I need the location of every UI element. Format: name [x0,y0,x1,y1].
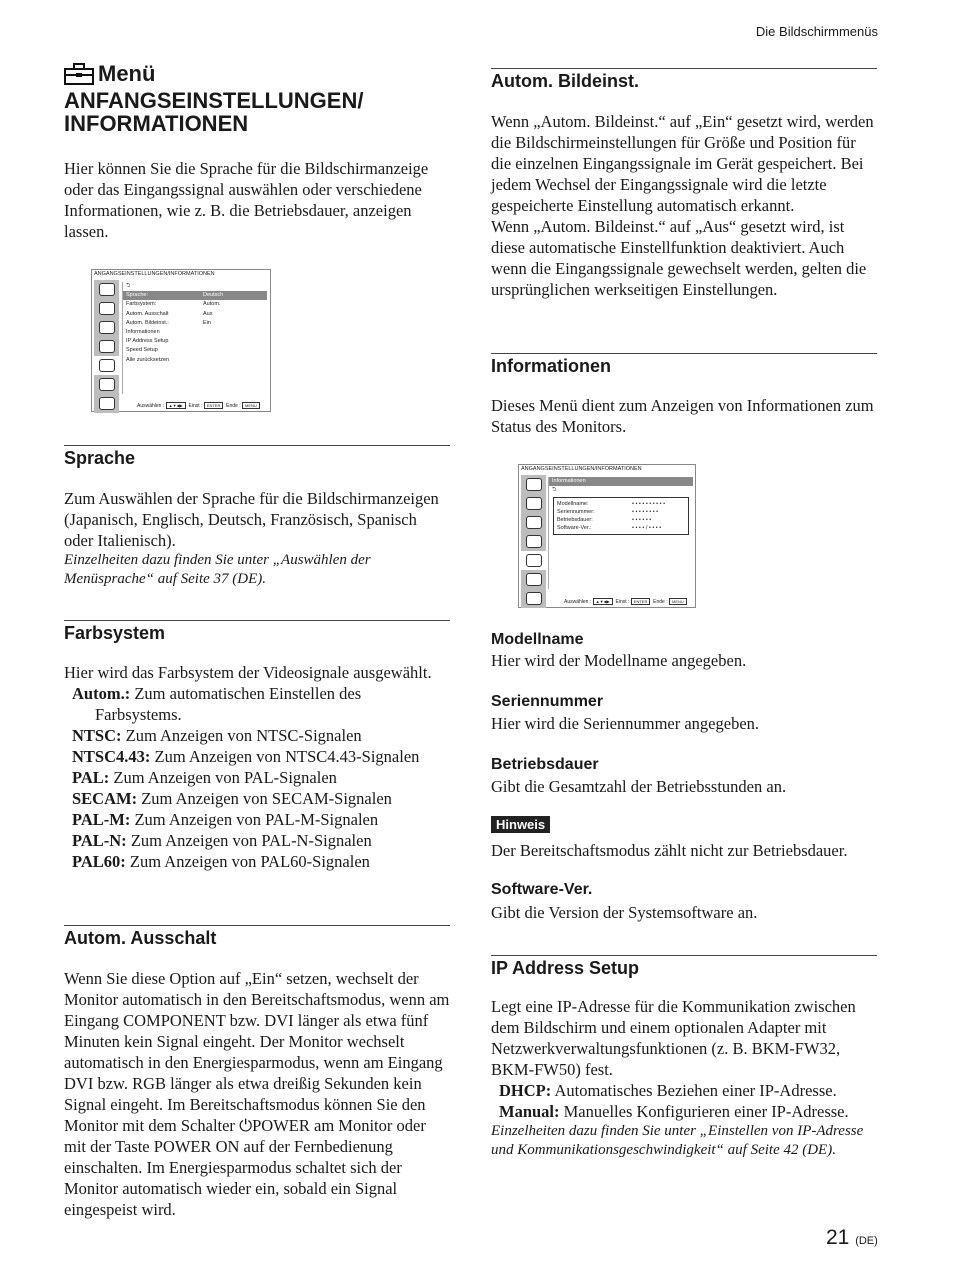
menu-panel [122,282,267,394]
informationen-text: Dieses Menü dient zum Anzeigen von Informationen zum Status des Monitors. [491,396,874,436]
list-item-continuation: Farbsystems. [95,705,182,724]
divider [64,925,450,926]
betriebsdauer-note: Der Bereitschaftsmodus zählt nicht zur Betriebsdauer. [491,841,848,860]
divider [491,68,877,69]
divider [64,445,450,446]
back-icon: ⮌ [126,283,131,289]
list-item: DHCP: Automatisches Beziehen einer IP-Adresse. [499,1081,837,1100]
menu-footer: Auswählen : ▲▼◀▶ Einst : ENTER Ende : MENU [137,402,260,409]
list-item: PAL-M: Zum Anzeigen von PAL-M-Signalen [72,810,379,829]
note-badge-container [491,816,877,834]
ausschalt-text: Wenn Sie diese Option auf „Ein“ setzen, wechselt der Monitor automatisch in den Bereitschaftsmodus, wenn am Eingang COMPONENT bzw. DVI länger als etwa fünf Minuten kein Signal eingeht. Der Monitor wechselt automatisch in den Energiesparmodus, wenn am Eingang DVI bzw. RGB länger als etwa dreißig Sekunden kein Signal eingeht. Im Bereitschaftsmodus können Sie den Monitor mit dem Schalter ⏻POWER am Monitor oder mit der Taste POWER ON auf der Fernbedienung einschalten. Im Energiesparmodus schaltet sich der Monitor automatisch wieder ein, sobald ein Signal eingespeist wird. [64,969,450,1219]
heading-ip: IP Address Setup [491,958,640,978]
menu-screenshot-settings [91,269,271,412]
farbsystem-text: Hier wird das Farbsystem der Videosignale ausgewählt. Autom.: Zum automatischen Einstellen des Farbsystems. NTSC: Zum Anzeigen von NTSC-Signalen NTSC4.43: Zum Anzeigen von NTSC4.43-Signalen PAL: Zum Anzeigen von PAL-Signalen SECAM: Zum Anzeigen von SECAM-Signalen PAL-M: Zum Anzeigen von PAL-M-Signalen PAL-N: Zum Anzeigen von PAL-N-Signalen PAL60: Zum Anzeigen von PAL60-Signalen [64,662,450,872]
menu-title: ANGANGSEINSTELLUNGEN/INFORMATIONEN [521,466,642,472]
menu-icon [521,532,546,551]
divider [491,353,877,354]
menu-row: Alle zurücksetzen [126,356,170,363]
farbsystem-list [72,683,450,872]
menu-icon [94,318,119,337]
list-item: PAL: Zum Anzeigen von PAL-Signalen [72,768,337,787]
menu-icon [94,299,119,318]
menu-icon-selected [94,356,119,375]
info-row: Modellname: • • • • • • • • • • [557,501,666,508]
toolbox-icon [64,63,94,89]
sprache-text: Zum Auswählen der Sprache für die Bildschirmanzeigen (Japanisch, Englisch, Deutsch, Französisch, Spanisch oder Italienisch). Einzelheiten dazu finden Sie unter „Auswählen der Menüsprache“ auf Seite 37 (DE). [64,488,450,589]
heading-seriennummer: Seriennummer [491,693,604,710]
menu-row: IP Address Setup [126,338,169,345]
modellname-text: Hier wird der Modellname angegeben. [491,651,747,670]
list-item: NTSC: Zum Anzeigen von NTSC-Signalen [72,726,362,745]
running-head: Die Bildschirmmenüs [755,24,878,39]
menu-icon [94,394,119,413]
menu-screenshot-informationen [518,464,696,608]
heading-sprache: Sprache [64,448,136,468]
back-icon: ⮌ [552,487,557,494]
heading-informationen: Informationen [491,356,611,376]
menu-panel [548,477,693,589]
heading-software: Software-Ver. [491,881,593,898]
info-row: Software-Ver.: • • • • / • • • • [557,525,662,532]
menu-icon [94,337,119,356]
menu-icon [521,475,546,494]
info-box [553,497,689,535]
list-item: Manual: Manuelles Konfigurieren einer IP-Adresse. [499,1102,849,1121]
list-item: Autom.: Zum automatischen Einstellen des [72,684,362,703]
menu-icon [521,570,546,589]
heading-modellname: Modellname [491,631,584,648]
menu-row: Autom. Bildeinst.: Ein [126,319,211,326]
heading-betriebsdauer: Betriebsdauer [491,756,599,773]
heading-bildeinst: Autom. Bildeinst. [491,71,639,91]
list-item: SECAM: Zum Anzeigen von SECAM-Signalen [72,789,392,808]
menu-icon-selected [521,551,546,570]
menu-title: ANGANGSEINSTELLUNGEN/INFORMATIONEN [94,271,215,277]
seriennummer-text: Hier wird die Seriennummer angegeben. [491,714,760,733]
menu-row: Informationen [126,328,160,335]
heading-ausschalt: Autom. Ausschalt [64,928,217,948]
menu-icon-column [521,475,546,608]
menu-icon [94,280,119,299]
menu-footer: Auswählen : ▲▼◀▶ Einst : ENTER Ende : MENU [564,598,687,605]
divider [64,620,450,621]
page-title [64,62,450,135]
list-item: PAL60: Zum Anzeigen von PAL60-Signalen [72,852,370,871]
ip-note: Einzelheiten dazu finden Sie unter „Einstellen von IP-Adresse und Kommunikationsgeschwindigkeit“ auf Seite 42 (DE). [491,1123,864,1158]
menu-subtitle: Informationen [549,477,693,486]
bildeinst-text: Wenn „Autom. Bildeinst.“ auf „Ein“ gesetzt wird, werden die Bildschirmeinstellungen für Größe und Position für die einzelnen Eingangssignale im Gerät gespeichert. Bei jedem Wechsel der Eingangssignale wird die letzte gespeicherte Einstellung automatisch erkannt. Wenn „Autom. Bildeinst.“ auf „Aus“ gesetzt wird, ist diese automatische Einstellfunktion deaktiviert. Auch wenn die Eingangssignale gewechselt werden, gelten die ursprünglichen werkseitigen Einstellungen. [491,112,874,299]
menu-row: Farbsystem: Autom. [126,301,221,308]
betriebsdauer-text: Gibt die Gesamtzahl der Betriebsstunden an. [491,777,787,796]
software-text: Gibt die Version der Systemsoftware an. [491,903,758,922]
info-row: Seriennummer: • • • • • • • • [557,509,659,516]
list-item: PAL-N: Zum Anzeigen von PAL-N-Signalen [72,831,372,850]
list-item: NTSC4.43: Zum Anzeigen von NTSC4.43-Signalen [72,747,420,766]
title-line-2: ANFANGSEINSTELLUNGEN/ [64,88,364,113]
sprache-note: Einzelheiten dazu finden Sie unter „Auswählen der Menüsprache“ auf Seite 37 (DE). [64,552,371,587]
menu-icon-column [94,280,119,413]
info-row: Betriebsdauer: • • • • • • [557,517,652,524]
menu-icon [521,494,546,513]
divider [491,955,877,956]
menu-row: Sprache: Deutsch [123,291,267,300]
title-line-3: INFORMATIONEN [64,111,249,136]
heading-farbsystem: Farbsystem [64,623,166,643]
menu-icon [521,589,546,608]
ip-list [499,1080,877,1122]
menu-row: Speed Setup [126,347,158,354]
menu-icon [94,375,119,394]
title-line-1: Menü [98,61,156,86]
menu-row: Autom. Ausschalt Aus [126,310,213,317]
ip-text: Legt eine IP-Adresse für die Kommunikation zwischen dem Bildschirm und einem optionalen Adapter mit Netzwerkverwaltungsfunktionen (z. B. BKM-FW32, BKM-FW50) fest. DHCP: Automatisches Beziehen einer IP-Adresse. Manual: Manuelles Konfigurieren einer IP-Adresse. Einzelheiten dazu finden Sie unter „Einstellen von IP-Adresse und Kommunikationsgeschwindigkeit“ auf Seite 42 (DE). [491,996,877,1160]
page-number: 21 (DE) [826,1226,878,1249]
power-icon: ⏻ [239,1116,253,1135]
note-badge: Hinweis [491,816,550,833]
menu-icon [521,513,546,532]
intro-text: Hier können Sie die Sprache für die Bildschirmanzeige oder das Eingangssignal auswählen oder verschiedene Informationen, wie z. B. die Betriebsdauer, anzeigen lassen. [64,159,429,241]
